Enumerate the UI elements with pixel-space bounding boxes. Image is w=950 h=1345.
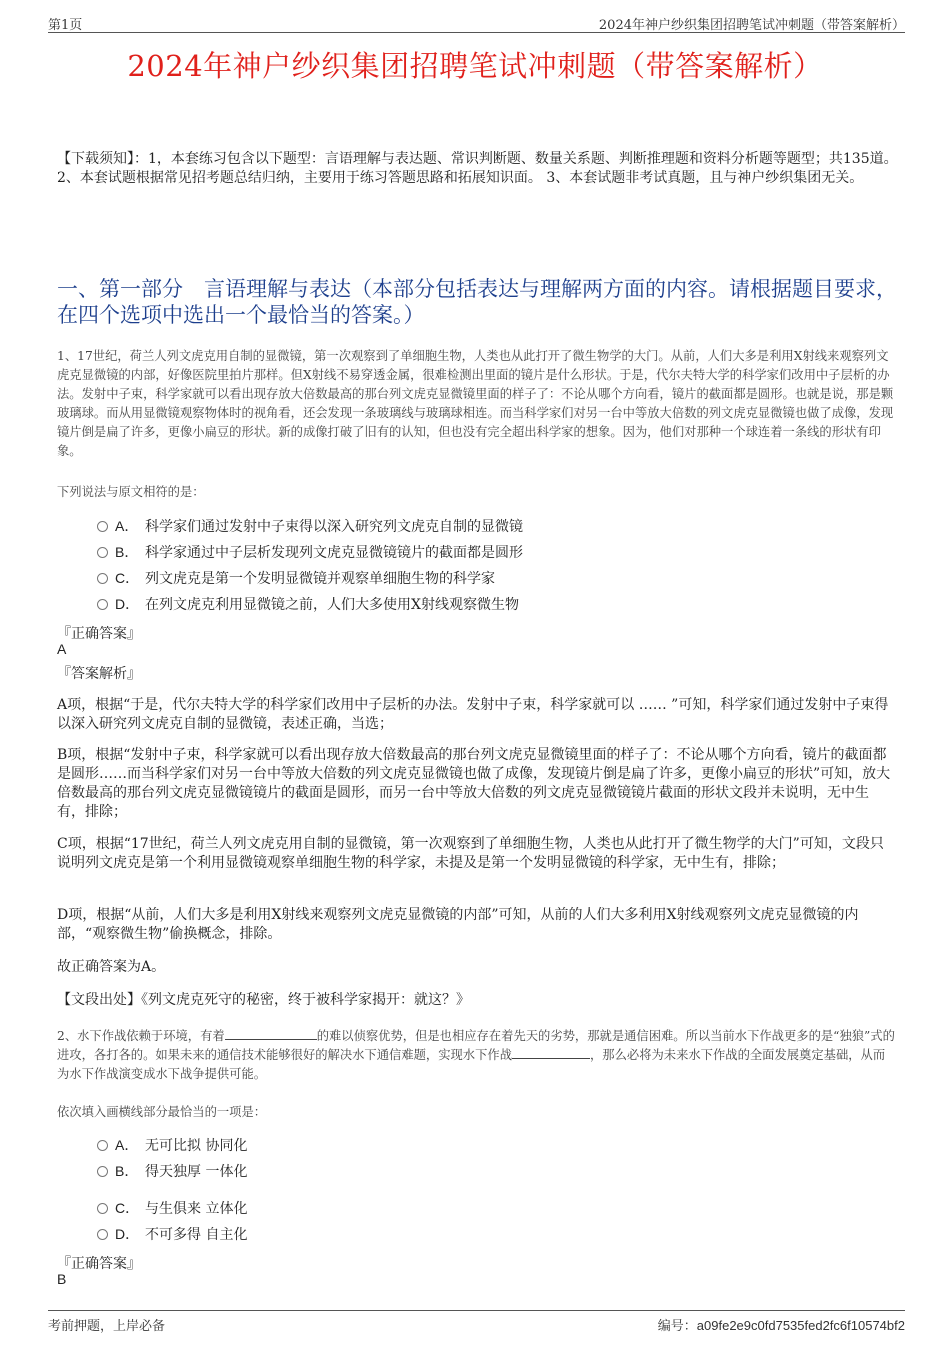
q1-conclusion: 故正确答案为A。: [57, 959, 166, 975]
radio-icon[interactable]: [97, 1203, 108, 1214]
q2-question: 依次填入画横线部分最恰当的一项是：: [57, 1105, 267, 1119]
q2-answer-label: 『正确答案』: [57, 1256, 141, 1272]
q1-passage: 1、17世纪，荷兰人列文虎克用自制的显微镜，第一次观察到了单细胞生物，人类也从此打开了微生物学的大门。从前，人们大多是利用X射线来观察列文虎克显微镜的内部，好像医院里拍片那样。但X射线不易穿透金属，很难检测出里面的镜片是什么形状。于是，代尔夫特大学的科学家们改用中子层析的办法。发射中子束，科学家就可以看出现存放大倍数最高的那台列文虎克显微镜里面的样子了：不论从哪个方向看，镜片的截面都是圆形。也就是说，那是颗玻璃球。而从用显微镜观察物体时的视角看，还会发现一条玻璃线与玻璃球相连。而当科学家们对另一台中等放大倍数的列文虎克显微镜也做了成像，发现镜片倒是扁了许多，更像小扁豆的形状。新的成像打破了旧有的认知，但也没有完全超出科学家的想象。因为，他们对那种一个球连着一条线的形状有印象。: [57, 349, 894, 458]
radio-icon[interactable]: [97, 1166, 108, 1177]
q1-answer: A: [57, 641, 67, 657]
q1-option-a[interactable]: A． 科学家们通过发射中子束得以深入研究列文虎克自制的显微镜: [97, 516, 523, 536]
page-number: 第1页: [48, 18, 83, 33]
section-heading: 一、第一部分 言语理解与表达（本部分包括表达与理解两方面的内容。请根据题目要求，在四个选项中选出一个最恰当的答案。）: [57, 277, 897, 327]
q1-analysis-b: B项，根据“发射中子束，科学家就可以看出现存放大倍数最高的那台列文虎克显微镜里面的样子了：不论从哪个方向看，镜片的截面都是圆形……而当科学家们对另一台中等放大倍数的列文虎克显微镜也做了成像，发现镜片倒是扁了许多，更像小扁豆的形状”可知，放大倍数最高的那台列文虎克显微镜镜片的截面是圆形，而另一台中等放大倍数的列文虎克显微镜镜片截面的形状文段并未说明，无中生有，排除；: [57, 747, 891, 820]
q1-source: 【文段出处】《列文虎克死守的秘密，终于被科学家揭开：就这？》: [57, 992, 470, 1008]
q1-answer-label: 『正确答案』: [57, 626, 141, 642]
q1-option-b[interactable]: B． 科学家通过中子层析发现列文虎克显微镜镜片的截面都是圆形: [97, 542, 523, 562]
q1-analysis-c: C项，根据“17世纪，荷兰人列文虎克用自制的显微镜，第一次观察到了单细胞生物，人类也从此打开了微生物学的大门”可知，文段只说明列文虎克是第一个利用显微镜观察单细胞生物的科学家，未提及是第一个发明显微镜的科学家，无中生有，排除；: [57, 836, 884, 871]
download-notice: 【下载须知】：1，本套练习包含以下题型：言语理解与表达题、常识判断题、数量关系题、判断推理题和资料分析题等题型；共135道。 2、本套试题根据常见招考题总结归纳，主要用于练习答题思路和拓展知识面。 3、本套试题非考试真题，且与神户纱织集团无关。: [57, 151, 898, 186]
q1-question: 下列说法与原文相符的是：: [57, 485, 205, 499]
footer-slogan: 考前押题，上岸必备: [48, 1319, 166, 1334]
q2-passage: 2、水下作战依赖于环境，有着 的难以侦察优势，但是也相应存在着先天的劣势，那就是通信困难。所以当前水下作战更多的是“独狼”式的进攻，各打各的。如果未来的通信技术能够很好的解决水下通信难题，实现水下作战 ，那么必将为未来水下作战的全面发展奠定基础，从而为水下作战演变成水下战争提供可能。: [57, 1029, 895, 1081]
q1-analysis-d: D项，根据“从前，人们大多是利用X射线来观察列文虎克显微镜的内部”可知，从前的人们大多利用X射线观察列文虎克显微镜的内部，“观察微生物”偷换概念，排除。: [57, 907, 859, 942]
q2-option-b[interactable]: B． 得天独厚 一体化: [97, 1161, 247, 1181]
header-doc-title: 2024年神户纱织集团招聘笔试冲刺题（带答案解析）: [598, 18, 905, 33]
radio-icon[interactable]: [97, 521, 108, 532]
q2-option-c[interactable]: C． 与生俱来 立体化: [97, 1198, 247, 1218]
q1-analysis-a: A项，根据“于是，代尔夫特大学的科学家们改用中子层析的办法。发射中子束，科学家就可以 …… ”可知，科学家们通过发射中子束得以深入研究列文虎克自制的显微镜，表述正确，当选；: [57, 697, 889, 732]
q2-answer: B: [57, 1271, 67, 1287]
radio-icon[interactable]: [97, 599, 108, 610]
radio-icon[interactable]: [97, 1140, 108, 1151]
radio-icon[interactable]: [97, 573, 108, 584]
radio-icon[interactable]: [97, 1229, 108, 1240]
q1-analysis-label: 『答案解析』: [57, 666, 141, 682]
footer-code: 编号：a09fe2e9c0fd7535fed2fc6f10574bf2: [657, 1318, 905, 1334]
q2-option-d[interactable]: D． 不可多得 自主化: [97, 1224, 247, 1244]
q1-option-d[interactable]: D． 在列文虎克利用显微镜之前，人们大多使用X射线观察微生物: [97, 594, 519, 614]
radio-icon[interactable]: [97, 547, 108, 558]
page-title: 2024年神户纱织集团招聘笔试冲刺题（带答案解析）: [127, 49, 823, 83]
fill-blank-1: [225, 1027, 317, 1040]
fill-blank-2: [512, 1046, 590, 1059]
q2-option-a[interactable]: A． 无可比拟 协同化: [97, 1135, 247, 1155]
page-header: [48, 12, 905, 33]
q1-option-c[interactable]: C． 列文虎克是第一个发明显微镜并观察单细胞生物的科学家: [97, 568, 495, 588]
page-footer: [48, 1310, 905, 1337]
